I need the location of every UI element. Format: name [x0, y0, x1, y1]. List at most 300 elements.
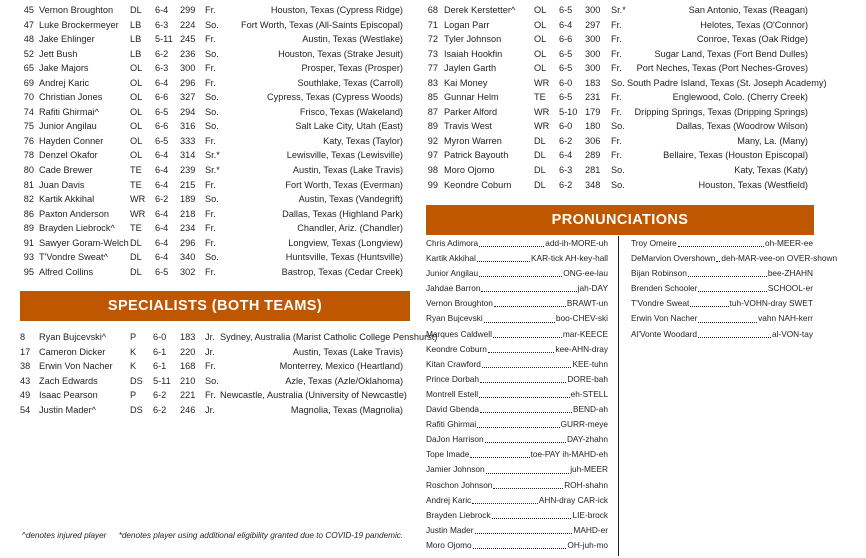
cell-yr: So.: [205, 106, 219, 117]
cell-pos: OL: [534, 34, 547, 45]
cell-yr: So.: [205, 92, 219, 103]
cell-wt: 296: [180, 237, 196, 248]
pronunciation-name: Kartik Akkihal: [426, 253, 476, 264]
pronunciation-guide: juh-MEER: [570, 464, 608, 475]
cell-ht: 6-2: [155, 48, 169, 59]
cell-num: 89: [427, 121, 438, 132]
cell-yr: So.: [205, 48, 219, 59]
cell-pos: DL: [130, 237, 142, 248]
pronunciation-guide: add-ih-MORE-uh: [545, 238, 608, 248]
cell-ht: 6-4: [155, 150, 169, 161]
cell-yr: So.: [611, 77, 625, 88]
table-row: [20, 192, 412, 207]
cell-yr: Fr.: [205, 266, 216, 277]
cell-yr: Fr.: [205, 135, 216, 146]
cell-ht: 6-2: [155, 194, 169, 205]
cell-home: Helotes, Texas (O'Connor): [700, 19, 808, 30]
table-row: [20, 119, 412, 134]
cell-wt: 234: [180, 223, 196, 234]
cell-num: 92: [427, 135, 438, 146]
pronunciation-name: Brayden Liebrock: [426, 509, 491, 520]
specialists-table: [20, 330, 438, 417]
cell-home: Austin, Texas (Lake Travis): [292, 346, 403, 357]
cell-name: Jake Majors: [39, 63, 89, 74]
cell-home: Fort Worth, Texas (All-Saints Episcopal): [240, 19, 403, 30]
cell-wt: 189: [180, 194, 196, 205]
cell-wt: 299: [180, 5, 196, 15]
table-row: [427, 47, 813, 62]
cell-ht: 6-1: [153, 361, 167, 372]
dot-leader: [492, 508, 572, 519]
dot-leader: [688, 266, 767, 277]
cell-name: Brayden Liebrock^: [39, 223, 115, 234]
cell-home: Frisco, Texas (Wakeland): [299, 106, 403, 117]
cell-pos: TE: [130, 223, 142, 234]
cell-name: Jaylen Garth: [444, 63, 497, 74]
cell-name: Juan Davis: [39, 179, 85, 190]
cell-yr: Fr.: [205, 208, 216, 219]
table-row: [427, 178, 813, 193]
pronunciation-guide: DAY-zhahn: [566, 434, 608, 445]
dot-leader: [477, 251, 530, 262]
cell-home: Dripping Springs, Texas (Dripping Springs): [634, 106, 808, 117]
pronunciation-row: [426, 236, 608, 251]
cell-ht: 6-1: [153, 346, 167, 357]
cell-pos: WR: [534, 106, 550, 117]
cell-num: 43: [20, 375, 31, 386]
table-row: [427, 163, 813, 178]
cell-ht: 6-3: [559, 165, 573, 176]
dot-leader: [494, 296, 566, 307]
cell-num: 85: [427, 92, 438, 103]
cell-yr: So.: [611, 121, 625, 132]
cell-pos: K: [130, 346, 137, 357]
pronunciations-title: PRONUNCIATIONS: [551, 212, 689, 228]
pronunciation-guide: eh-STELL: [570, 388, 608, 399]
cell-home: Azle, Texas (Azle/Oklahoma): [285, 375, 403, 386]
cell-yr: Jr.: [205, 346, 215, 357]
cell-wt: 221: [180, 390, 196, 401]
table-row: [20, 403, 412, 418]
cell-home: Magnolia, Texas (Magnolia): [290, 404, 403, 415]
pronunciation-name: Keondre Coburn: [426, 343, 487, 354]
cell-home: Katy, Texas (Katy): [734, 165, 808, 176]
table-row: [427, 105, 813, 120]
dot-leader: [480, 372, 566, 383]
cell-name: Justin Mader^: [39, 404, 96, 415]
cell-name: Denzel Okafor: [39, 150, 98, 161]
cell-wt: 183: [585, 77, 601, 88]
cell-ht: 6-5: [559, 5, 573, 15]
cell-yr: Fr.: [611, 135, 622, 146]
pronunciation-row: [631, 311, 813, 326]
table-row: [427, 32, 813, 47]
dot-leader: [493, 478, 563, 489]
cell-ht: 6-4: [155, 237, 169, 248]
pronunciation-guide: BRAWT-un: [566, 298, 608, 309]
cell-wt: 183: [180, 332, 196, 342]
cell-pos: OL: [130, 121, 143, 132]
cell-home: Conroe, Texas (Oak Ridge): [696, 34, 808, 45]
cell-ht: 6-5: [559, 92, 573, 103]
pronunciation-guide: SCHOOL-er: [767, 283, 813, 294]
cell-yr: So.: [205, 121, 219, 132]
pronunciation-guide: ONG-ee-lau: [563, 268, 608, 279]
dot-leader: [690, 296, 728, 307]
cell-name: Travis West: [444, 121, 492, 132]
cell-num: 72: [427, 34, 438, 45]
cell-yr: Fr.: [205, 361, 216, 372]
cell-name: Vernon Broughton: [39, 5, 114, 15]
cell-name: Logan Parr: [444, 19, 490, 30]
cell-wt: 297: [585, 19, 601, 30]
pronunciation-row: [426, 327, 608, 342]
pronunciation-row: [426, 523, 608, 538]
pronunciation-row: [426, 296, 608, 311]
cell-home: Austin, Texas (Lake Travis): [292, 165, 403, 176]
cell-pos: OL: [130, 92, 143, 103]
cell-num: 99: [427, 179, 438, 190]
cell-home: Sydney, Australia (Marist Catholic College Penshurst): [220, 332, 438, 342]
cell-num: 45: [23, 5, 34, 15]
cell-yr: Fr.: [205, 34, 216, 45]
cell-ht: 6-5: [155, 266, 169, 277]
specialists-banner: [20, 291, 410, 321]
pronunciation-guide: ROH-shahn: [564, 479, 608, 490]
pronunciation-name: Kitan Crawford: [426, 358, 481, 369]
cell-wt: 289: [585, 150, 601, 161]
cell-name: Erwin Von Nacher: [39, 361, 113, 372]
cell-home: Houston, Texas (Cypress Ridge): [270, 5, 403, 15]
cell-yr: Fr.: [205, 223, 216, 234]
table-row: [20, 76, 412, 91]
dot-leader: [480, 402, 572, 413]
pronunciation-row: [631, 236, 813, 251]
cell-home: Port Neches, Texas (Port Neches-Groves): [636, 63, 808, 74]
pronunciation-row: [631, 296, 813, 311]
cell-name: Patrick Bayouth: [444, 150, 509, 161]
pronunciation-guide: KEE-tuhn: [572, 358, 608, 369]
cell-wt: 231: [585, 92, 601, 103]
dot-leader: [479, 387, 570, 398]
cell-wt: 245: [180, 34, 196, 45]
pronunciation-name: Tope Imade: [426, 449, 470, 460]
pronunciation-row: [426, 538, 608, 553]
cell-num: 98: [427, 165, 438, 176]
cell-ht: 6-6: [559, 34, 573, 45]
cell-name: Hayden Conner: [39, 135, 104, 146]
cell-home: Dallas, Texas (Woodrow Wilson): [676, 121, 808, 132]
cell-ht: 6-0: [153, 332, 167, 342]
pronunciation-name: Chris Adimora: [426, 238, 479, 248]
cell-num: 97: [427, 150, 438, 161]
pronunciation-name: Junior Angilau: [426, 268, 479, 279]
cell-pos: LB: [130, 48, 142, 59]
cell-home: Katy, Texas (Taylor): [323, 135, 403, 146]
cell-home: Southlake, Texas (Carroll): [297, 77, 403, 88]
cell-wt: 180: [585, 121, 601, 132]
cell-home: Austin, Texas (Westlake): [302, 34, 403, 45]
cell-name: Cade Brewer: [39, 165, 93, 176]
left-roster-table: [20, 3, 412, 279]
cell-num: 47: [23, 19, 34, 30]
cell-wt: 300: [585, 5, 601, 15]
cell-name: Junior Angilau: [39, 121, 97, 132]
cell-name: Luke Brockermeyer: [39, 19, 119, 30]
cell-home: Austin, Texas (Vandegrift): [298, 194, 403, 205]
pronunciation-row: [426, 417, 608, 432]
pronunciation-row: [426, 478, 608, 493]
cell-wt: 306: [585, 135, 601, 146]
cell-pos: OL: [130, 63, 143, 74]
pronunciation-guide: AHN-dray CAR-ick: [538, 494, 608, 505]
cell-pos: OL: [534, 63, 547, 74]
pronunciation-guide: kee-AHN-dray: [555, 343, 608, 354]
cell-name: Alfred Collins: [39, 266, 94, 277]
cell-num: 54: [20, 404, 31, 415]
cell-home: Bastrop, Texas (Cedar Creek): [281, 266, 403, 277]
pronunciation-guide: boo-CHEV-ski: [555, 313, 608, 324]
cell-home: Englewood, Colo. (Cherry Creek): [672, 92, 808, 103]
cell-yr: Fr.: [205, 5, 216, 15]
table-row: [20, 163, 412, 178]
cell-wt: 236: [180, 48, 196, 59]
cell-ht: 6-4: [155, 77, 169, 88]
cell-name: Parker Alford: [444, 106, 498, 117]
dot-leader: [484, 311, 555, 322]
cell-pos: DL: [534, 150, 546, 161]
cell-yr: So.: [205, 375, 219, 386]
cell-pos: DS: [130, 375, 143, 386]
cell-num: 70: [23, 92, 34, 103]
table-row: [20, 330, 438, 345]
cell-pos: WR: [534, 77, 550, 88]
pronunciation-name: Jahdae Barron: [426, 283, 481, 294]
cell-wt: 168: [180, 361, 196, 372]
pronunciation-guide: oh-MEER-ee: [765, 238, 813, 248]
pronunciation-row: [426, 266, 608, 281]
pronunciation-guide: mar-KEECE: [562, 328, 608, 339]
cell-name: Keondre Coburn: [444, 179, 512, 190]
table-row: [427, 3, 813, 18]
cell-yr: So.: [611, 179, 625, 190]
cell-ht: 6-4: [559, 150, 573, 161]
cell-wt: 327: [180, 92, 196, 103]
pronunciation-guide: KAR-tick AH-key-hall: [531, 253, 608, 264]
cell-yr: Fr.: [205, 77, 216, 88]
pronunciation-name: Andrej Karic: [426, 494, 472, 505]
cell-ht: 5-11: [155, 34, 173, 45]
pronunciation-name: Vernon Broughton: [426, 298, 493, 309]
cell-num: 38: [20, 361, 31, 372]
cell-num: 75: [23, 121, 34, 132]
cell-wt: 300: [180, 63, 196, 74]
cell-home: South Padre Island, Texas (St. Joseph Academy): [627, 77, 827, 88]
pronunciation-guide: al-VON-tay: [771, 328, 813, 339]
cell-wt: 314: [180, 150, 196, 161]
cell-ht: 6-0: [559, 77, 573, 88]
footnotes: [22, 531, 413, 540]
cell-pos: TE: [534, 92, 546, 103]
footnote-covid: *denotes player using additional eligibility granted due to COVID-19 pandemic.: [118, 531, 404, 540]
cell-home: Lewisville, Texas (Lewisville): [286, 150, 403, 161]
pronunciation-name: Moro Ojomo: [426, 539, 472, 550]
dot-leader: [486, 462, 570, 473]
cell-home: Bellaire, Texas (Houston Episcopal): [663, 150, 808, 161]
cell-yr: So.: [205, 19, 219, 30]
cell-pos: TE: [130, 179, 142, 190]
pronunciation-name: Bijan Robinson: [631, 268, 687, 279]
cell-pos: DL: [130, 252, 142, 263]
cell-yr: Jr.: [205, 404, 215, 415]
pronunciation-row: [631, 327, 813, 342]
pronunciation-row: [631, 266, 813, 281]
cell-pos: DL: [130, 5, 142, 15]
cell-ht: 6-4: [155, 179, 169, 190]
cell-name: Isaiah Hookfin: [444, 48, 503, 59]
pronunciation-name: Jamier Johnson: [426, 464, 485, 475]
cell-wt: 300: [585, 34, 601, 45]
cell-ht: 6-2: [153, 404, 167, 415]
cell-yr: Sr.*: [611, 5, 626, 15]
cell-name: Christian Jones: [39, 92, 103, 103]
specialists-title: SPECIALISTS (BOTH TEAMS): [107, 298, 323, 314]
cell-num: 76: [23, 135, 34, 146]
cell-name: Tyler Johnson: [444, 34, 502, 45]
pronunciation-row: [426, 387, 608, 402]
cell-yr: Fr.: [205, 390, 216, 401]
pronunciation-name: DeMarvion Overshown: [631, 253, 716, 264]
cell-yr: Fr.: [205, 237, 216, 248]
cell-yr: Fr.: [611, 63, 622, 74]
cell-yr: Sr.*: [205, 165, 220, 176]
pronunciation-guide: MAHD-er: [573, 524, 608, 535]
cell-yr: So.: [205, 252, 219, 263]
cell-name: Ryan Bujcevski^: [39, 332, 107, 342]
cell-name: Andrej Karic: [39, 77, 90, 88]
cell-wt: 281: [585, 165, 601, 176]
cell-wt: 220: [180, 346, 196, 357]
table-row: [20, 18, 412, 33]
cell-pos: WR: [130, 208, 146, 219]
cell-pos: OL: [130, 106, 143, 117]
cell-wt: 340: [180, 252, 196, 263]
pronunciation-row: [631, 251, 838, 266]
pronunciation-row: [426, 342, 608, 357]
pronunciation-row: [426, 402, 608, 417]
pronunciation-name: Al'Vonte Woodard: [631, 328, 698, 339]
table-row: [427, 134, 813, 149]
cell-pos: OL: [534, 19, 547, 30]
cell-num: 81: [23, 179, 34, 190]
cell-yr: Fr.: [611, 150, 622, 161]
cell-ht: 6-2: [559, 135, 573, 146]
cell-name: Jake Ehlinger: [39, 34, 95, 45]
cell-wt: 224: [180, 19, 196, 30]
dot-leader: [698, 327, 771, 338]
cell-ht: 6-6: [155, 92, 169, 103]
table-row: [427, 90, 813, 105]
pronunciation-name: Marques Caldwell: [426, 328, 492, 339]
cell-wt: 300: [585, 48, 601, 59]
pronunciation-name: Rafiti Ghirmai: [426, 419, 477, 430]
cell-name: Isaac Pearson: [39, 390, 98, 401]
cell-home: Huntsville, Texas (Huntsville): [285, 252, 403, 263]
cell-wt: 316: [180, 121, 196, 132]
pronunciation-guide: vahn NAH-kerr: [758, 313, 813, 324]
dot-leader: [473, 538, 567, 549]
cell-home: Many, La. (Many): [737, 135, 808, 146]
cell-yr: So.: [205, 194, 219, 205]
table-row: [20, 47, 412, 62]
cell-ht: 6-5: [559, 63, 573, 74]
table-row: [20, 250, 412, 265]
cell-ht: 6-4: [155, 5, 169, 15]
dot-leader: [485, 432, 566, 443]
dot-leader: [477, 417, 559, 428]
pronunciation-guide: bee-ZHAHN: [767, 268, 813, 279]
cell-wt: 215: [180, 179, 196, 190]
pronunciation-row: [426, 432, 608, 447]
pronunciation-column-1: [426, 236, 608, 553]
dot-leader: [716, 251, 720, 262]
cell-num: 52: [23, 48, 34, 59]
cell-name: Myron Warren: [444, 135, 502, 146]
table-row: [20, 345, 412, 360]
table-row: [20, 359, 412, 374]
cell-wt: 294: [180, 106, 196, 117]
cell-home: Chandler, Ariz. (Chandler): [297, 223, 403, 234]
cell-num: 69: [23, 77, 34, 88]
table-row: [20, 90, 412, 105]
pronunciation-name: Roschon Johnson: [426, 479, 493, 490]
pronunciation-name: Brenden Schooler: [631, 283, 698, 294]
cell-ht: 6-4: [155, 165, 169, 176]
cell-pos: DL: [534, 135, 546, 146]
table-row: [427, 119, 813, 134]
cell-num: 78: [23, 150, 34, 161]
cell-pos: DL: [534, 179, 546, 190]
cell-wt: 302: [180, 266, 196, 277]
cell-pos: LB: [130, 34, 142, 45]
dot-leader: [479, 266, 562, 277]
cell-pos: OL: [130, 135, 143, 146]
pronunciation-row: [426, 311, 608, 326]
cell-num: 86: [23, 208, 34, 219]
cell-pos: OL: [130, 77, 143, 88]
cell-num: 49: [20, 390, 31, 401]
pronunciation-row: [426, 357, 608, 372]
pronunciation-guide: BEND-ah: [572, 404, 608, 415]
pronunciation-name: Erwin Von Nacher: [631, 313, 698, 324]
dot-leader: [493, 327, 562, 338]
cell-name: T'Vondre Sweat^: [39, 252, 108, 263]
dot-leader: [488, 342, 555, 353]
pronunciation-name: Troy Omeire: [631, 238, 677, 248]
cell-wt: 179: [585, 106, 601, 117]
cell-ht: 6-6: [155, 121, 169, 132]
cell-num: 48: [23, 34, 34, 45]
cell-name: Cameron Dicker: [39, 346, 106, 357]
cell-home: Monterrey, Mexico (Heartland): [279, 361, 403, 372]
cell-yr: Fr.: [611, 106, 622, 117]
cell-home: Fort Worth, Texas (Everman): [285, 179, 403, 190]
table-row: [20, 61, 412, 76]
table-row: [427, 18, 813, 33]
table-row: [20, 207, 412, 222]
cell-yr: Fr.: [611, 34, 622, 45]
dot-leader: [472, 493, 538, 504]
